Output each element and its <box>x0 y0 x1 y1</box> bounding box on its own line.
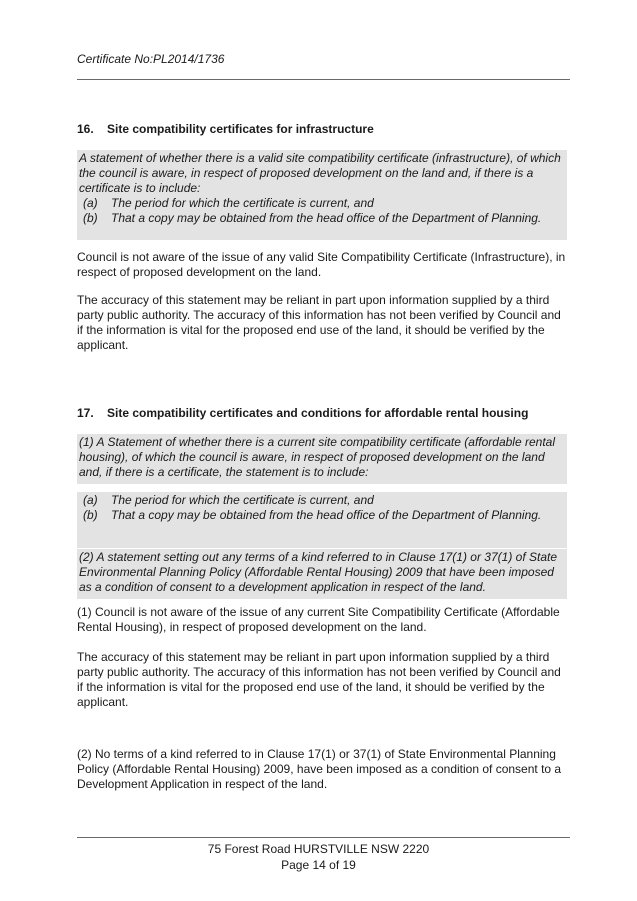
section-17-heading <box>77 406 528 420</box>
section-16-requirement-box <box>77 150 567 240</box>
section-16-response: Council is not aware of the issue of any valid Site Compatibility Certificate (Infrastructure), in respect of proposed development on the land. <box>77 250 566 279</box>
section-16-accuracy-note: The accuracy of this statement may be reliant in part upon information supplied by a third party public authority. The accuracy of this information has not been verified by Council and if the information is vital for the proposed end use of the land, it should be verified by the applicant. <box>77 293 561 352</box>
item-b-text: That a copy may be obtained from the head office of the Department of Planning. <box>111 508 542 522</box>
section-16-number: 16. <box>77 122 94 136</box>
item-b-label: (b) <box>83 211 98 225</box>
certificate-number: Certificate No:PL2014/1736 <box>77 52 225 66</box>
section-17-item-b <box>79 508 564 523</box>
section-17-requirement-box-1 <box>77 434 567 484</box>
section-17-items-box <box>77 492 567 548</box>
section-17-number: 17. <box>77 406 94 420</box>
section-16-statement: A statement of whether there is a valid site compatibility certificate (infrastructure), of which the council is aware, in respect of proposed development on the land and, if there is a certificate is to include: <box>79 151 561 195</box>
section-16-item-a <box>79 196 564 211</box>
footer-address: 75 Forest Road HURSTVILLE NSW 2220 <box>207 842 430 856</box>
section-16-item-b <box>79 211 564 226</box>
item-a-text: The period for which the certificate is current, and <box>111 493 374 507</box>
footer-page-number: Page 14 of 19 <box>281 858 356 872</box>
item-a-text: The period for which the certificate is current, and <box>111 196 374 210</box>
header-divider <box>77 79 570 80</box>
section-17-accuracy-note: The accuracy of this statement may be reliant in part upon information supplied by a third party public authority. The accuracy of this information has not been verified by Council and if the information is vital for the proposed end use of the land, it should be verified by the applicant. <box>77 650 561 709</box>
section-17-title: Site compatibility certificates and conditions for affordable rental housing <box>107 406 529 420</box>
section-17-response-2: (2) No terms of a kind referred to in Clause 17(1) or 37(1) of State Environmental Planning Policy (Affordable Rental Housing) 2009, have been imposed as a condition of consent to a Development Application in respect of the land. <box>77 747 562 791</box>
section-17-requirement-box-2 <box>77 549 567 599</box>
item-b-text: That a copy may be obtained from the head office of the Department of Planning. <box>111 211 542 225</box>
footer-divider <box>77 837 570 838</box>
section-16-title: Site compatibility certificates for infrastructure <box>107 122 374 136</box>
section-17-statement-1: (1) A Statement of whether there is a current site compatibility certificate (affordable rental housing), of which the council is aware, in respect of proposed development on the land and, if there is a certificate, the statement is to include: <box>79 435 555 479</box>
item-a-label: (a) <box>83 493 98 507</box>
section-16-heading <box>77 122 374 136</box>
section-17-response-1: (1) Council is not aware of the issue of any current Site Compatibility Certificate (Affordable Rental Housing), in respect of proposed development on the land. <box>77 605 560 634</box>
section-17-statement-2: (2) A statement setting out any terms of a kind referred to in Clause 17(1) or 37(1) of State Environmental Planning Policy (Affordable Rental Housing) 2009 that have been imposed as a condition of consent to a development application in respect of the land. <box>79 550 558 594</box>
item-b-label: (b) <box>83 508 98 522</box>
item-a-label: (a) <box>83 196 98 210</box>
section-17-item-a <box>79 493 564 508</box>
